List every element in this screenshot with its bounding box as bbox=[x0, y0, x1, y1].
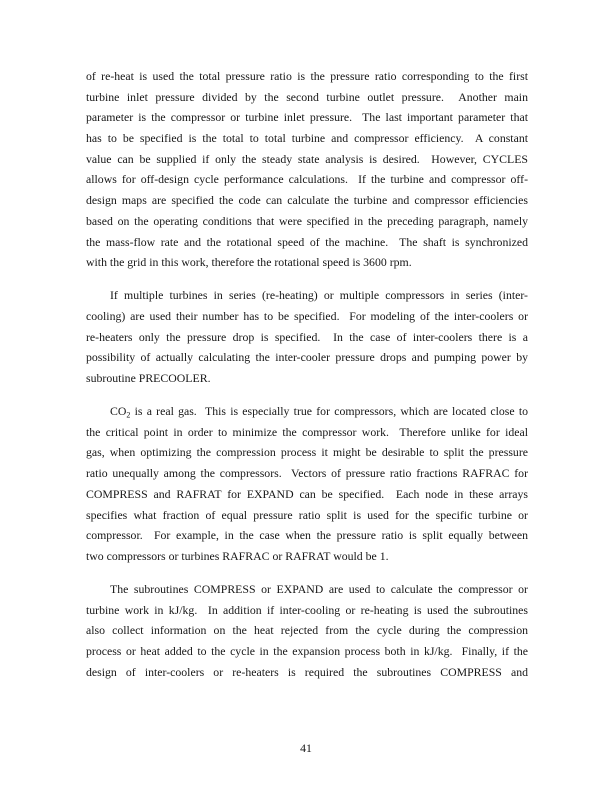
page-number: 41 bbox=[300, 741, 312, 755]
subscript: 2 bbox=[126, 410, 131, 420]
text-line: turbine work in kJ/kg. In addition if inter-cooling or re-heating is used the subroutines bbox=[86, 602, 528, 617]
text-line: If multiple turbines in series (re-heating) or multiple compressors in series (inter- bbox=[110, 288, 528, 303]
text-line: gas, when optimizing the compression process it might be desirable to split the pressure bbox=[86, 445, 528, 460]
text-line: design of inter-coolers or re-heaters is required the subroutines COMPRESS and bbox=[86, 664, 528, 679]
text-line: the critical point in order to minimize the compressor work. Therefore unlike for ideal bbox=[86, 424, 528, 439]
text-line: turbine inlet pressure divided by the second turbine outlet pressure. Another main bbox=[86, 89, 528, 104]
text-line: compressor. For example, in the case when the pressure ratio is split equally between bbox=[86, 528, 528, 543]
body-text bbox=[86, 66, 528, 695]
text-line: with the grid in this work, therefore the rotational speed is 3600 rpm. bbox=[86, 255, 412, 270]
text-line: has to be specified is the total to total turbine and compressor efficiency. A constant bbox=[86, 131, 528, 146]
text-line: the mass-flow rate and the rotational speed of the machine. The shaft is synchronized bbox=[86, 234, 528, 249]
text-line: re-heaters only the pressure drop is specified. In the case of inter-coolers there is a bbox=[86, 329, 528, 344]
text-line: two compressors or turbines RAFRAC or RAFRAT would be 1. bbox=[86, 548, 389, 563]
text-segment: CO bbox=[110, 404, 127, 419]
text-line: subroutine PRECOOLER. bbox=[86, 371, 211, 386]
paragraph-3 bbox=[86, 401, 528, 567]
text-line: based on the operating conditions that were specified in the preceding paragraph, namely bbox=[86, 213, 528, 228]
text-line: parameter is the compressor or turbine inlet pressure. The last important parameter that bbox=[86, 110, 528, 125]
text-line: allows for off-design cycle performance calculations. If the turbine and compressor off- bbox=[86, 172, 528, 187]
paragraph-2 bbox=[86, 285, 528, 388]
text-line: cooling) are used their number has to be specified. For modeling of the inter-coolers or bbox=[86, 308, 528, 323]
text-line: process or heat added to the cycle in the expansion process both in kJ/kg. Finally, if the bbox=[86, 644, 528, 659]
paragraph-1 bbox=[86, 66, 528, 273]
paragraph-4 bbox=[86, 579, 528, 682]
text-line: The subroutines COMPRESS or EXPAND are used to calculate the compressor or bbox=[110, 581, 528, 596]
text-line bbox=[86, 401, 528, 422]
text-line: value can be supplied if only the steady state analysis is desired. However, CYCLES bbox=[86, 151, 528, 166]
text-line: also collect information on the heat rejected from the cycle during the compression bbox=[86, 623, 528, 638]
text-line: specifies what fraction of equal pressure ratio split is used for the specific turbine or bbox=[86, 507, 528, 522]
text-line: COMPRESS and RAFRAT for EXPAND can be specified. Each node in these arrays bbox=[86, 486, 528, 501]
text-line: design maps are specified the code can calculate the turbine and compressor efficiencies bbox=[86, 193, 528, 208]
text-line: possibility of actually calculating the inter-cooler pressure drops and pumping power by bbox=[86, 350, 528, 365]
text-segment: is a real gas. This is especially true for compressors, which are located close to bbox=[130, 404, 528, 419]
text-line: ratio unequally among the compressors. Vectors of pressure ratio fractions RAFRAC for bbox=[86, 466, 528, 481]
text-line: of re-heat is used the total pressure ratio is the pressure ratio corresponding to the first bbox=[86, 69, 528, 83]
